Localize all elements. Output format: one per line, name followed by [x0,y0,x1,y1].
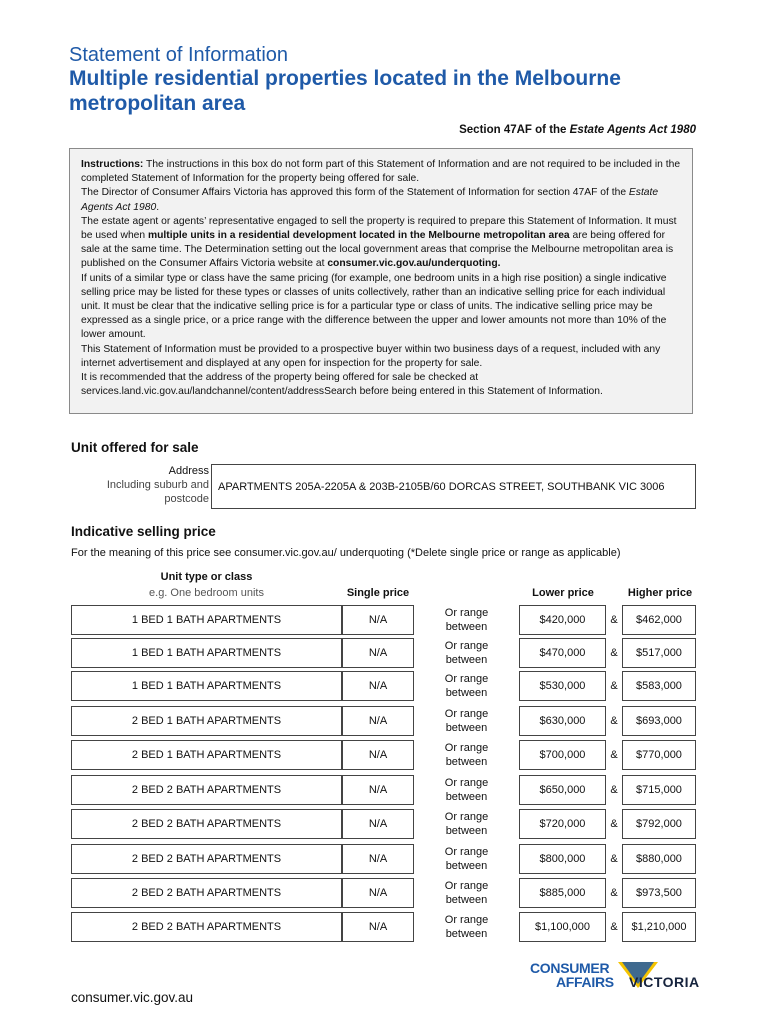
col-higher-header: Higher price [627,587,693,599]
col-unit-type-header: Unit type or class [160,571,253,583]
lower-price-cell[interactable]: $885,000 [519,878,606,908]
instructions-text-3-bold: multiple units in a residential development located in the Melbourne metropolitan area [147,230,570,242]
or-range-label [414,912,519,942]
instructions-text-1: The instructions in this box do not form part of this Statement of Information and are not required to be included in the completed Statement of Information for the property being offered for sale. [81,159,681,185]
or-range-line-1: Or range [444,673,489,685]
unit-type-cell[interactable]: 1 BED 1 BATH APARTMENTS [71,671,342,701]
logo-text-affairs: AFFAIRS [556,974,614,990]
range-separator: & [610,647,618,659]
instructions-box [69,148,693,414]
lower-price-cell[interactable]: $470,000 [519,638,606,668]
or-range-line-1: Or range [444,777,489,789]
col-unit-type-example: e.g. One bedroom units [149,587,264,599]
lower-price-cell[interactable]: $1,100,000 [519,912,606,942]
single-price-cell[interactable]: N/A [342,638,414,668]
range-separator: & [610,784,618,796]
col-single-header: Single price [346,587,410,599]
or-range-line-2: between [445,621,488,633]
consumer-affairs-victoria-logo [530,958,705,1006]
table-row [71,706,696,736]
range-separator: & [610,818,618,830]
unit-type-cell[interactable]: 2 BED 1 BATH APARTMENTS [71,706,342,736]
table-row [71,638,696,668]
or-range-label [414,605,519,635]
document-subtitle: Statement of Information [69,44,289,66]
col-lower-header: Lower price [532,587,594,599]
instructions-paragraph-2 [81,186,685,214]
address-label [96,464,209,506]
price-meaning-note: For the meaning of this price see consumer.vic.gov.au/ underquoting (*Delete single price or range as applicable) [71,547,621,559]
section-prefix: Section 47AF of the [459,124,570,136]
single-price-cell[interactable]: N/A [342,671,414,701]
unit-type-cell[interactable]: 2 BED 2 BATH APARTMENTS [71,809,342,839]
underquoting-link[interactable]: consumer.vic.gov.au/underquoting. [327,258,501,270]
or-range-label [414,878,519,908]
logo-text-victoria: VICTORIA [629,974,700,990]
table-row [71,844,696,874]
address-label-line-1: Address [168,465,209,477]
or-range-label [414,638,519,668]
table-row [71,605,696,635]
indicative-price-heading: Indicative selling price [71,524,216,539]
logo-text-consumer: CONSUMER [530,960,610,976]
or-range-line-1: Or range [444,811,489,823]
higher-price-cell[interactable]: $715,000 [622,775,696,805]
lower-price-cell[interactable]: $720,000 [519,809,606,839]
table-row [71,740,696,770]
higher-price-cell[interactable]: $973,500 [622,878,696,908]
instructions-paragraph-1 [81,158,685,186]
higher-price-cell[interactable]: $792,000 [622,809,696,839]
unit-type-cell[interactable]: 1 BED 1 BATH APARTMENTS [71,605,342,635]
or-range-label [414,706,519,736]
or-range-label [414,809,519,839]
act-name: Estate Agents Act 1980 [81,187,659,213]
or-range-label [414,844,519,874]
range-separator: & [610,749,618,761]
or-range-line-1: Or range [444,914,489,926]
or-range-label [414,775,519,805]
higher-price-cell[interactable]: $583,000 [622,671,696,701]
unit-type-cell[interactable]: 2 BED 2 BATH APARTMENTS [71,878,342,908]
or-range-line-1: Or range [444,880,489,892]
table-row [71,809,696,839]
single-price-cell[interactable]: N/A [342,878,414,908]
section-act: Estate Agents Act 1980 [569,124,696,136]
address-field[interactable] [211,464,696,509]
range-separator: & [610,715,618,727]
or-range-line-2: between [445,756,488,768]
or-range-line-2: between [445,722,488,734]
instructions-paragraph-3 [81,215,685,272]
or-range-line-1: Or range [444,708,489,720]
or-range-line-2: between [445,687,488,699]
section-reference [459,124,696,136]
unit-type-cell[interactable]: 1 BED 1 BATH APARTMENTS [71,638,342,668]
single-price-cell[interactable]: N/A [342,706,414,736]
range-separator: & [610,680,618,692]
instructions-text-3a: The estate agent or agents’ representative engaged to sell the property is required to prepare this Statement of Information. It must be used when [81,215,677,242]
or-range-line-2: between [445,928,488,940]
or-range-line-1: Or range [444,742,489,754]
or-range-line-1: Or range [444,640,489,652]
single-price-cell[interactable]: N/A [342,844,414,874]
instructions-label: Instructions: [81,159,144,170]
table-row [71,912,696,942]
single-price-cell[interactable]: N/A [342,605,414,635]
range-separator: & [610,921,618,933]
unit-type-cell[interactable]: 2 BED 2 BATH APARTMENTS [71,912,342,942]
higher-price-cell[interactable]: $693,000 [622,706,696,736]
or-range-line-2: between [445,860,488,872]
or-range-label [414,671,519,701]
address-label-line-3: postcode [164,493,209,505]
or-range-line-2: between [445,825,488,837]
document-title: Multiple residential properties located in the Melbourne metropolitan area [69,67,621,115]
single-price-cell[interactable]: N/A [342,775,414,805]
lower-price-cell[interactable]: $420,000 [519,605,606,635]
range-separator: & [610,887,618,899]
table-row [71,671,696,701]
instructions-paragraph-6: It is recommended that the address of the property being offered for sale be checked at services.land.vic.gov.au/landchannel/content/addressSearch before being entered in this Statement of Information. [81,372,603,398]
unit-type-cell[interactable]: 2 BED 2 BATH APARTMENTS [71,775,342,805]
or-range-line-1: Or range [444,846,489,858]
or-range-line-2: between [445,654,488,666]
instructions-paragraph-4: If units of a similar type or class have the same pricing (for example, one bedroom units in a high rise position) a single indicative selling price may be listed for these types or classes of units collectively, rather than an indicative selling price for each individual unit. It must be clear that the indicative selling price is for a particular type or class of units. The indicative selling price may be expressed as a single price, or a price range with the difference between the upper and lower amounts not more than 10% of the lower amount. [81,272,667,341]
table-row [71,878,696,908]
higher-price-cell[interactable]: $1,210,000 [622,912,696,942]
address-label-line-2: Including suburb and [106,479,209,491]
instructions-text-2-end: . [156,201,160,213]
higher-price-cell[interactable]: $770,000 [622,740,696,770]
instructions-text-3b: are being offered for sale at the same time. The Determination setting out the local government areas that comprise the Melbourne metropolitan area is published on the Consumer Affairs Victoria website at [81,230,674,270]
range-separator: & [610,614,618,626]
lower-price-cell[interactable]: $650,000 [519,775,606,805]
lower-price-cell[interactable]: $630,000 [519,706,606,736]
address-value: APARTMENTS 205A-2205A & 203B-2105B/60 DORCAS STREET, SOUTHBANK VIC 3006 [218,480,665,493]
higher-price-cell[interactable]: $462,000 [622,605,696,635]
or-range-line-2: between [445,894,488,906]
lower-price-cell[interactable]: $530,000 [519,671,606,701]
unit-type-cell[interactable]: 2 BED 2 BATH APARTMENTS [71,844,342,874]
single-price-cell[interactable]: N/A [342,809,414,839]
single-price-cell[interactable]: N/A [342,740,414,770]
or-range-line-2: between [445,791,488,803]
lower-price-cell[interactable]: $700,000 [519,740,606,770]
or-range-label [414,740,519,770]
lower-price-cell[interactable]: $800,000 [519,844,606,874]
higher-price-cell[interactable]: $517,000 [622,638,696,668]
instructions-text-2: The Director of Consumer Affairs Victoria has approved this form of the Statement of Information for section 47AF of the [81,187,629,199]
range-separator: & [610,853,618,865]
table-row [71,775,696,805]
unit-type-cell[interactable]: 2 BED 1 BATH APARTMENTS [71,740,342,770]
single-price-cell[interactable]: N/A [342,912,414,942]
instructions-paragraph-5: This Statement of Information must be provided to a prospective buyer within two business days of a request, included with any internet advertisement and displayed at any open for inspection for the property for sale. [81,343,661,369]
footer-url: consumer.vic.gov.au [71,990,194,1005]
or-range-line-1: Or range [444,607,489,619]
higher-price-cell[interactable]: $880,000 [622,844,696,874]
unit-offered-heading: Unit offered for sale [71,440,199,455]
